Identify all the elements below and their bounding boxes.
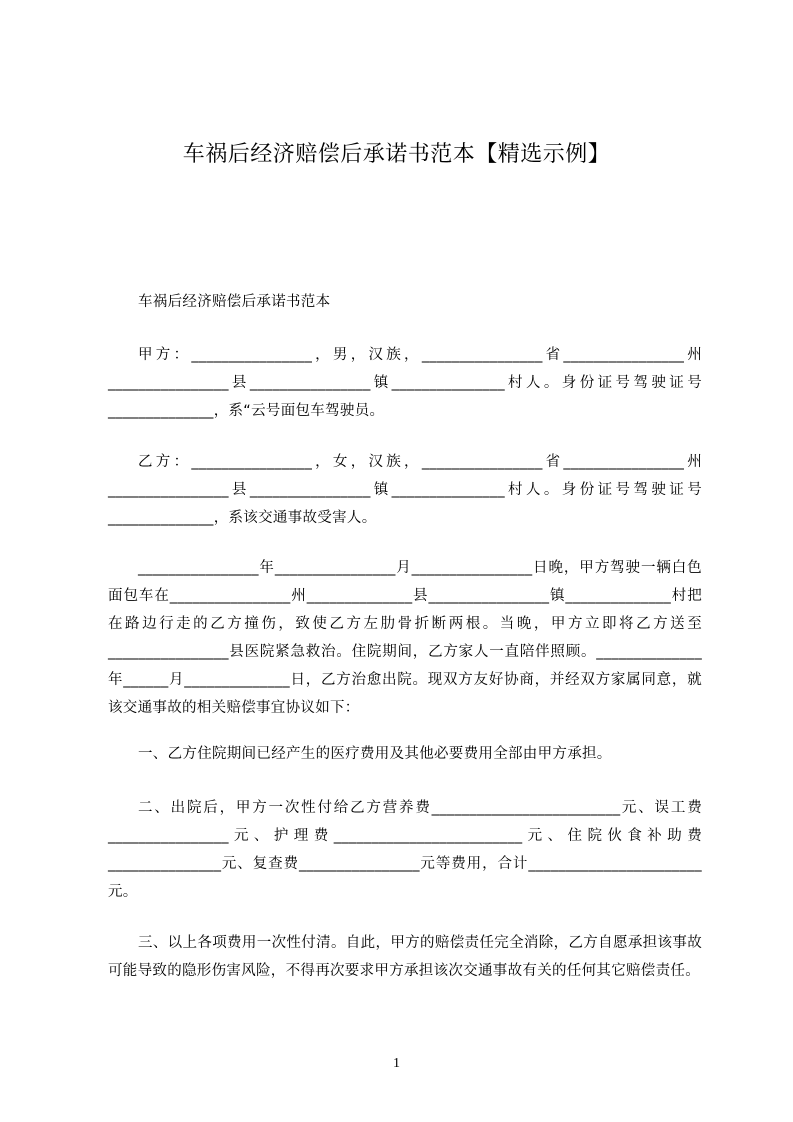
clause-2-paragraph: 二、出院后，甲方一次性付给乙方营养费_________________________元、误工费________________元、护理费_________________________元、住院伙食补助费_______________元、复查费________________元等费用，合计_______________________元。 — [108, 800, 702, 900]
party-a-paragraph: 甲方：________________，男，汉族，________________省________________州________________县________________镇_______________村人。身份证号驾驶证号______________，系“云号面包车驾驶员。 — [108, 347, 702, 419]
document-title: 车祸后经济赔偿后承诺书范本【精选示例】 — [182, 142, 611, 167]
page-number: 1 — [393, 1056, 400, 1071]
clause-3-paragraph: 三、以上各项费用一次性付清。自此，甲方的赔偿责任完全消除，乙方自愿承担该事故可能导致的隐形伤害风险，不得再次要求甲方承担该次交通事故有关的任何其它赔偿责任。 — [108, 935, 702, 979]
party-b-paragraph: 乙方：________________，女，汉族，________________省________________州________________县________________镇_______________村人。身份证号驾驶证号______________，系该交通事故受害人。 — [108, 454, 702, 526]
document-subtitle: 车祸后经济赔偿后承诺书范本 — [138, 294, 331, 310]
clause-1-paragraph: 一、乙方住院期间已经产生的医疗费用及其他必要费用全部由甲方承担。 — [138, 746, 612, 762]
facts-paragraph: ________________年________________月________________日晚，甲方驾驶一辆白色面包车在________________州______________县________________镇______________村把在路边行走的乙方撞伤，致使乙方左肋骨折断两根。当晚，甲方立即将乙方送至________________县医院紧急救治。住院期间，乙方家人一直陪伴照顾。______________年______月______________日，乙方治愈出院。现双方友好协商，并经双方家属同意，就该交通事故的相关赔偿事宜协议如下： — [108, 560, 702, 716]
